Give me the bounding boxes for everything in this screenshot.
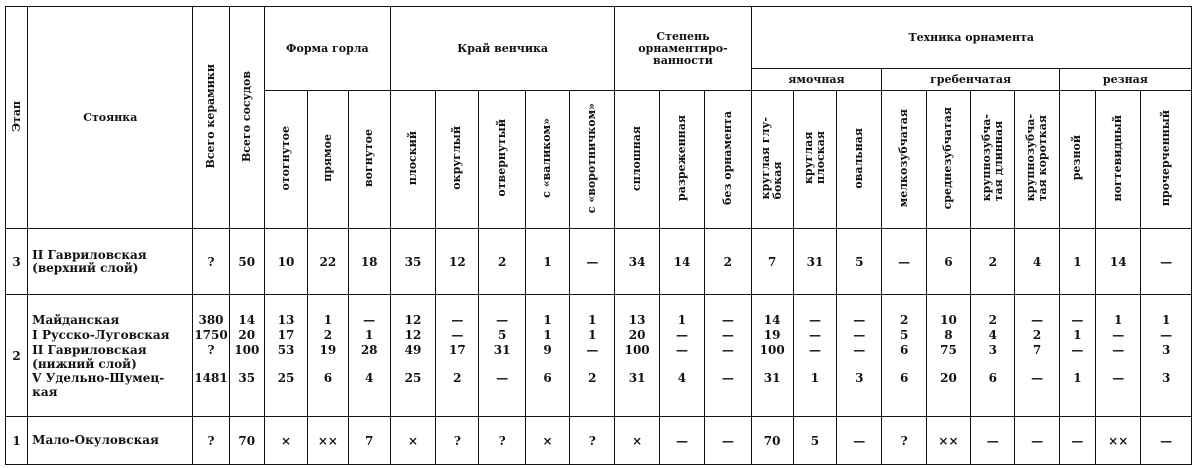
table-row-stage3	[6, 229, 1192, 295]
pit-header: ямочная	[751, 69, 882, 91]
value-cell: 13 20 100 31	[615, 295, 659, 417]
rim-edge-header: Край венчика	[390, 7, 615, 91]
col-header: крупнозубча- тая короткая	[1015, 91, 1059, 229]
value-cell: ?	[193, 417, 229, 465]
value-cell: ?	[570, 417, 615, 465]
col-header: круглая глу- бокая	[751, 91, 793, 229]
value-cell: ××	[1096, 417, 1141, 465]
col-header: прочерченный	[1141, 91, 1192, 229]
col-header: с «валиком»	[525, 91, 569, 229]
value-cell: ?	[882, 417, 926, 465]
value-cell: 70	[751, 417, 793, 465]
value-cell: — 5 31 —	[479, 295, 525, 417]
value-cell: ××	[926, 417, 970, 465]
value-cell: 14 20 100 35	[229, 295, 264, 417]
value-cell: 35	[390, 229, 435, 295]
stage-header: Этап	[6, 7, 28, 229]
col-header: округлый	[436, 91, 479, 229]
value-cell: ?	[479, 417, 525, 465]
value-cell: 380 1750 ? 1481	[193, 295, 229, 417]
technique-header: Техника орнамента	[751, 7, 1192, 69]
value-cell: 18	[348, 229, 390, 295]
value-cell: ×	[525, 417, 569, 465]
stage-cell: 2	[6, 295, 28, 417]
value-cell: — — — 1	[793, 295, 836, 417]
col-header: сплошная	[615, 91, 659, 229]
col-header: отвернутый	[479, 91, 525, 229]
value-cell: — — 17 2	[436, 295, 479, 417]
value-cell: 6	[926, 229, 970, 295]
value-cell: —	[1141, 229, 1192, 295]
value-cell: — — — —	[705, 295, 751, 417]
value-cell: 22	[308, 229, 348, 295]
value-cell: 50	[229, 229, 264, 295]
neck-form-header: Форма горла	[264, 7, 390, 91]
value-cell: — 2 7 —	[1015, 295, 1059, 417]
value-cell: 1	[1059, 229, 1095, 295]
value-cell: 1 — 3 3	[1141, 295, 1192, 417]
value-cell: —	[1015, 417, 1059, 465]
value-cell: 2 4 3 6	[971, 295, 1015, 417]
col-header: вогнутое	[348, 91, 390, 229]
value-cell: —	[705, 417, 751, 465]
value-cell: —	[882, 229, 926, 295]
total-ceramics-header: Всего керамики	[193, 7, 229, 229]
col-header: круглая плоская	[793, 91, 836, 229]
value-cell: 70	[229, 417, 264, 465]
value-cell: 2	[479, 229, 525, 295]
value-cell: 1 1 9 6	[525, 295, 569, 417]
col-header: плоский	[390, 91, 435, 229]
col-header: резной	[1059, 91, 1095, 229]
value-cell: 1	[525, 229, 569, 295]
table-row-stage1	[6, 417, 1192, 465]
ceramics-table	[5, 6, 1192, 465]
site-header: Стоянка	[28, 7, 193, 229]
value-cell: 2	[971, 229, 1015, 295]
value-cell: 5	[793, 417, 836, 465]
col-header: овальная	[837, 91, 882, 229]
col-header: ногтевидный	[1096, 91, 1141, 229]
total-vessels-header: Всего сосудов	[229, 7, 264, 229]
value-cell: ×	[264, 417, 307, 465]
value-cell: ?	[193, 229, 229, 295]
value-cell: 2	[705, 229, 751, 295]
col-header: прямое	[308, 91, 348, 229]
value-cell: —	[570, 229, 615, 295]
value-cell: —	[971, 417, 1015, 465]
value-cell: 10	[264, 229, 307, 295]
carved-header: резная	[1059, 69, 1191, 91]
table-row-stage2	[6, 295, 1192, 417]
site-cell: Майданская I Русско-Луговская II Гавриловская (нижний слой) V Удельно-Шумец- кая	[28, 295, 193, 417]
value-cell: —	[837, 417, 882, 465]
stage-cell: 3	[6, 229, 28, 295]
value-cell: 31	[793, 229, 836, 295]
value-cell: 34	[615, 229, 659, 295]
site-cell: II Гавриловская (верхний слой)	[28, 229, 193, 295]
value-cell: ×	[390, 417, 435, 465]
value-cell: ×	[615, 417, 659, 465]
value-cell: 14 19 100 31	[751, 295, 793, 417]
value-cell: 12 12 49 25	[390, 295, 435, 417]
value-cell: ?	[436, 417, 479, 465]
value-cell: 1 — — —	[1096, 295, 1141, 417]
value-cell: 14	[1096, 229, 1141, 295]
col-header: отогнутое	[264, 91, 307, 229]
value-cell: 1 1 — 2	[570, 295, 615, 417]
value-cell: 7	[751, 229, 793, 295]
value-cell: 4	[1015, 229, 1059, 295]
col-header: с «воротничком»	[570, 91, 615, 229]
col-header: разреженная	[659, 91, 704, 229]
stage-cell: 1	[6, 417, 28, 465]
value-cell: 7	[348, 417, 390, 465]
value-cell: —	[1141, 417, 1192, 465]
value-cell: 5	[837, 229, 882, 295]
col-header: среднезубчатая	[926, 91, 970, 229]
value-cell: —	[659, 417, 704, 465]
value-cell: 14	[659, 229, 704, 295]
value-cell: — 1 28 4	[348, 295, 390, 417]
value-cell: ××	[308, 417, 348, 465]
value-cell: 12	[436, 229, 479, 295]
site-cell: Мало-Окуловская	[28, 417, 193, 465]
value-cell: 10 8 75 20	[926, 295, 970, 417]
col-header: крупнозубча- тая длинная	[971, 91, 1015, 229]
value-cell: 1 — — 4	[659, 295, 704, 417]
ornament-degree-header: Степень орнаментиро-ванности	[615, 7, 751, 91]
value-cell: 1 2 19 6	[308, 295, 348, 417]
value-cell: —	[1059, 417, 1095, 465]
comb-header: гребенчатая	[882, 69, 1059, 91]
col-header: без орнамента	[705, 91, 751, 229]
value-cell: — — — 3	[837, 295, 882, 417]
value-cell: — 1 — 1	[1059, 295, 1095, 417]
col-header: мелкозубчатая	[882, 91, 926, 229]
value-cell: 13 17 53 25	[264, 295, 307, 417]
value-cell: 2 5 6 6	[882, 295, 926, 417]
